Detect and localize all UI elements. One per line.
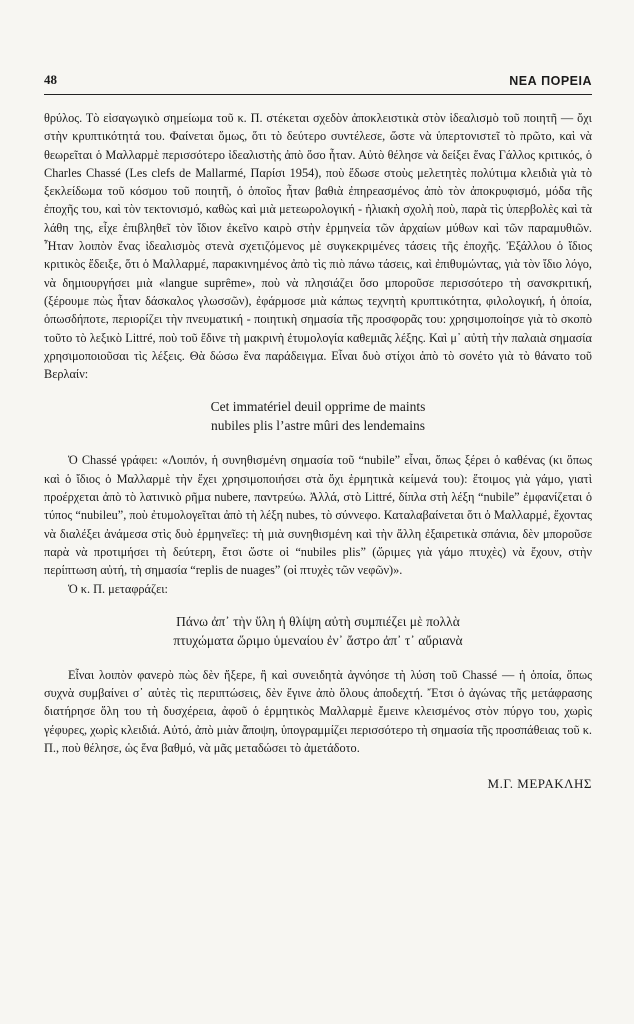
page: [44, 70, 592, 794]
page-number: 48: [44, 72, 57, 87]
paragraph-1: θρύλος. Τὸ εἰσαγωγικὸ σημείωμα τοῦ κ. Π. στέκεται σχεδὸν ἀποκλειστικὰ στὸν ἰδεαλισμὸ τοῦ ποιητῆ — ὄχι στὴν κρυπτικότητά του. Φαίνεται ὅμως, ὅτι τὸ δεύτερο συντέλεσε, ὥστε νὰ ὑπερτονιστεῖ τὸ πρῶτο, καὶ νὰ θεωρεῖται ὁ Μαλλαρμὲ περισσότερο ἰδεαλιστὴς ἀπὸ ὅσο ἦταν. Αὐτὸ θέλησε νὰ δείξει ἕνας Γάλλος κριτικός, ὁ Charles Chassé (Les clefs de Mallarmé, Παρίσι 1954), ποὺ ἔδωσε στοὺς μελετητὲς πολύτιμα κλειδιὰ γιὰ τὸ ξεκλείδωμα τοῦ κόσμου τοῦ ποιητῆ, ὁ ὁποῖος ἦταν βαθιὰ ἐπηρεασμένος ἀπὸ τὸν ἀποκρυφισμό, μόδα τῆς ἐποχῆς του, καὶ τὸν τεκτονισμό, καθὼς καὶ μιὰ μετεωρολογική - ἠλιακὴ σχολὴ ποὺ, παρὰ τὶς ὑπερβολὲς καὶ τὰ λάθη της, εἶχε ἐπιβληθεῖ τὸν ἴδιον ἐκεῖνο καιρὸ στὴν ἑρμηνεία τῶν ἀρχαίων μύθων καὶ τῶν παραμυθιῶν. Ἦταν λοιπὸν ἕνας ἰδεαλισμὸς στενὰ σχετιζόμενος μὲ συγκεκριμένες τάσεις τῆς ἐποχῆς. Ἐξάλλου ὁ ἴδιος κριτικὸς ἔδειξε, ὅτι ὁ Μαλλαρμέ, παρακινημένος ἀπὸ τὶς πιὸ πάνω τάσεις, καὶ ἐπιθυμώντας, γιὰ τὸν ἴδιο λόγο, νὰ δημιουργήσει μιὰ «langue suprême», ποὺ νὰ πλησιάζει ὅσο μποροῦσε περισσότερο τὴ σανσκριτική, (ξέρουμε πὼς ἦταν δάσκαλος γλωσσῶν), ἐφάρμοσε μιὰ κάπως τεχνητὴ κρυπτικότητα, φιλολογική, ἡ ὁποία, ὁπωσδήποτε, περιορίζει τὴν πνευματική - ποιητικὴ σημασία τῆς προσφορᾶς του: χρησιμοποίησε γιὰ τὸ σκοπὸ τοῦτο τὸ λεξικὸ Littré, ποὺ τοῦ ἔδινε τὴ μακρινὴ ἐτυμολογία καθεμιᾶς λέξης. Καὶ μ᾽ αὐτὴ τὴν παλαιὰ σημασία χρησιμοποιοῦσαι τὶς λέξεις. Θὰ δώσω ἕνα παράδειγμα. Εἶναι δυὸ στίχοι ἀπὸ τὸ σονέτο γιὰ τὸ θάνατο τοῦ Βερλαίν:: [44, 111, 592, 382]
header-rule: [44, 94, 592, 95]
paragraph-2: Ὁ Chassé γράφει: «Λοιπόν, ἡ συνηθισμένη σημασία τοῦ “nubile” εἶναι, ὅπως ξέρει ὁ καθένας (κι ὅπως καὶ ὁ ἴδιος ὁ Μαλλαρμὲ τὴν ἔχει χρησιμοποιήσει στὰ ὄχι ἑρμητικὰ κείμενά του): ἕτοιμος γιὰ γάμο, γιατὶ προέρχεται ἀπὸ τὸ λατινικὸ ρῆμα nubere, παντρεύω. Ἀλλά, στὸ Littré, δίπλα στὴ λέξη “nubile” ἐμφανίζεται ὁ τύπος “nubileu”, ποὺ ἐτυμολογεῖται ἀπὸ τὴ λέξη nubes, τὸ σύννεφο. Καταλαβαίνεται ὅτι ὁ Μαλλαρμέ, ἔχοντας νὰ διαλέξει ἀνάμεσα στὶς δυὸ ἑρμηνεῖες: τὴ μιὰ συνηθισμένη καὶ τὴν ἄλλη ἐξαιρετικὰ σπάνια, δὲν μποροῦσε παρὰ νὰ προτιμήσει τὴ δεύτερη, ἔτσι ὥστε οἱ “nubiles plis” (ὥριμες γιὰ γάμο πτυχὲς) νὰ ἔχουν, στὴν περίπτωση αὐτή, τὴ σημασία “replis de nuages” (οἱ πτυχὲς τῶν νεφῶν)».: [44, 453, 592, 578]
article-body: [44, 109, 592, 794]
french-verse-line-2: nubiles plis l’astre mûri des lendemains: [210, 418, 426, 434]
french-verse: [44, 397, 592, 435]
greek-verse: [44, 612, 592, 650]
greek-verse-line-1: Πάνω ἀπ᾽ τὴν ὕλη ἡ θλίψη αὐτὴ συμπιέζει μὲ πολλὰ: [176, 613, 460, 629]
journal-title: ΝΕΑ ΠΟΡΕΙΑ: [509, 74, 592, 88]
greek-verse-line-2: πτυχώματα ὥριμο ὑμεναίου ἐν᾽ ἄστρο ἀπ᾽ τ᾽ αὔριανὰ: [173, 632, 463, 648]
author-signature: Μ.Γ. ΜΕΡΑΚΛΗΣ: [487, 776, 592, 792]
page-header: [44, 70, 592, 88]
paragraph-3: Ὁ κ. Π. μεταφράζει:: [68, 581, 168, 596]
french-verse-line-1: Cet immatériel deuil opprime de maints: [210, 399, 426, 415]
paragraph-4: Εἶναι λοιπὸν φανερὸ πὼς δὲν ἤξερε, ἢ καὶ συνειδητὰ ἀγνόησε τὴ λύση τοῦ Chassé — ἡ ὁποία, ὅπως συχνὰ συμβαίνει σ᾽ αὐτὲς τὶς περιπτώσεις, δὲν ἔγινε ἀπὸ ὅλους ἀποδεχτή. Ἔτσι ὁ ἀγώνας τῆς μετάφρασης διατήρησε ὅλη του τὴ δυσχέρεια, ἀφοῦ ὁ ἑρμητικὸς Μαλλαρμὲ ἔμεινε κλεισμένος στὸν πύργο του, χωρὶς γέφυρες, χωρὶς κλειδιά. Αὐτό, ἀπὸ μιὰν ἄποψη, ὑπογραμμίζει περισσότερο τὴ σημασία τῆς προσπάθειας τοῦ κ. Π., ποὺ θέλησε, ὡς ἕνα βαθμό, νὰ μᾶς μεταδώσει τὸ ἀμετάδοτο.: [44, 667, 592, 756]
